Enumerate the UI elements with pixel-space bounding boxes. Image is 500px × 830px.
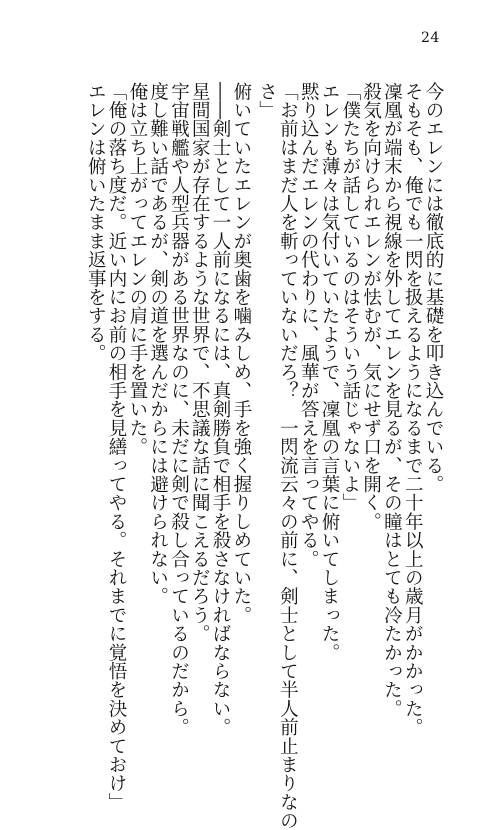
novel-text-column-block <box>68 82 444 830</box>
text-line: 宇宙戦艦や人型兵器がある世界なのに、未だに剣で殺し合っているのだから。 <box>168 82 190 737</box>
page-number: 24 <box>421 30 440 46</box>
text-line: 星間国家が存在するような世界で、不思議な話に聞こえるだろう。 <box>189 82 211 643</box>
text-line: 殺気を向けられエレンが怯むが、気にせず口を開く。 <box>360 82 382 531</box>
text-line: 「僕たちが話しているのはそういう話じゃないよ」 <box>339 82 361 513</box>
text-line: 今のエレンには徹底的に基礎を叩き込んでいる。 <box>423 82 444 494</box>
text-line: エレンは俯いたまま返事をする。 <box>85 82 107 363</box>
text-line: さ」 <box>256 82 278 120</box>
text-line: 度し難い話であるが、剣の道を選んだからには避けられない。 <box>147 82 169 606</box>
text-line: 凜凰が端末から視線を外してエレンを見るが、その瞳はとても冷たかった。 <box>381 82 403 718</box>
text-line: ――剣士として一人前になるには、真剣勝負で相手を殺さなければならない。 <box>210 82 232 737</box>
text-line: 「俺の落ち度だ。近い内にお前の相手を見繕ってやる。それまでに覚悟を決めておけ」 <box>106 82 128 812</box>
text-line: 黙り込んだエレンの代わりに、風華が答えを言ってやる。 <box>298 82 320 569</box>
text-line: エレンも薄々は気付いていたようで、凜凰の言葉に俯いてしまった。 <box>319 82 341 662</box>
text-line: 俺は立ち上がってエレンの肩に手を置いた。 <box>126 82 148 456</box>
text-line: 俯いていたエレンが奥歯を噛みしめ、手を強く握りしめていた。 <box>230 82 252 625</box>
text-line: そもそも、俺でも一閃を扱えるようになるまで二十年以上の歳月がかかった。 <box>402 82 424 737</box>
text-line: 「お前はまだ人を斬っていないだろ？ 一閃流云々の前に、剣士として半人前止まりなの <box>277 82 299 830</box>
